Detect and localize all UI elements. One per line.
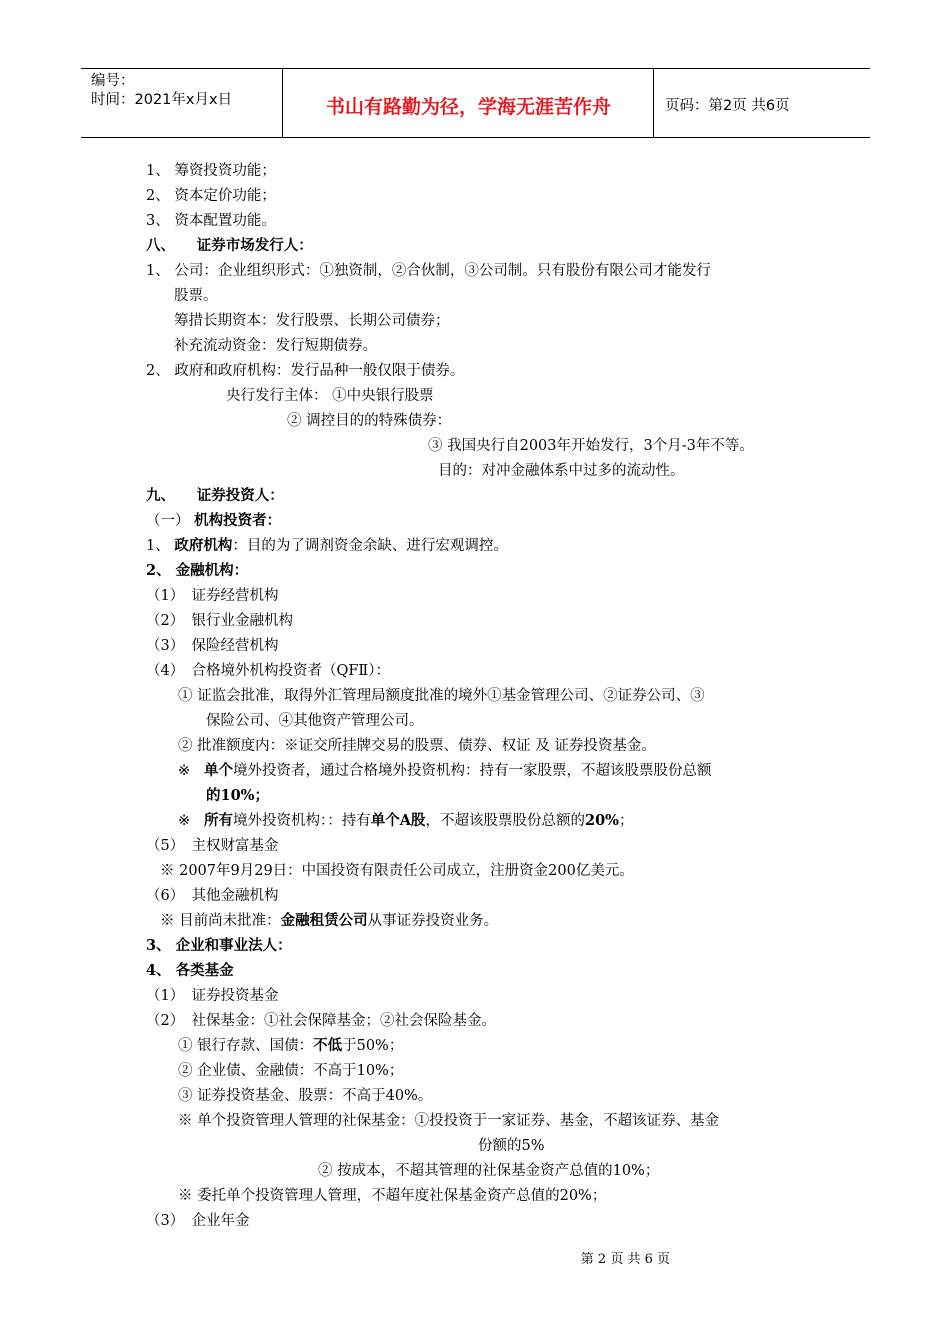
item-text: ① 银行存款、国债： [178, 1038, 314, 1054]
line-22: ① 证监会批准，取得外汇管理局额度批准的境外①基金管理公司、②证券公司、③ [178, 688, 705, 704]
item-number: 1、 [146, 538, 170, 554]
line-25 [178, 761, 711, 781]
line-31 [160, 911, 498, 931]
line-38: ③ 证券投资基金、股票：不高于40%。 [178, 1088, 433, 1104]
line-43: （3） 企业年金 [146, 1213, 250, 1229]
line-5: 1、 公司：企业组织形式：①独资制，②合伙制，③公司制。只有股份有限公司才能发行 [146, 263, 711, 279]
line-13: 目的：对冲金融体系中过多的流动性。 [438, 463, 685, 479]
note-text: ； [618, 813, 634, 829]
bold-term: 金融租赁公司 [280, 912, 368, 929]
item-text: 于50%； [342, 1038, 404, 1054]
sub-number: （一） [146, 513, 190, 529]
item-text: ：目的为了调剂资金余缺、进行宏观调控。 [232, 538, 508, 554]
line-28: （5） 主权财富基金 [146, 838, 279, 854]
note-text: 从事证券投资业务。 [367, 913, 499, 929]
line-27 [178, 811, 633, 831]
note-text: 境外投资机构：：持有 [232, 813, 371, 829]
note-text: 境外投资者，通过合格境外投资机构：持有一家股票，不超该股票股份总额 [232, 763, 712, 779]
line-19: （2） 银行业金融机构 [146, 613, 293, 629]
note-text: ※ 目前尚未批准： [160, 913, 281, 929]
header-info-cell [81, 69, 283, 137]
note-mark: ※ [178, 813, 191, 829]
line-33: 4、 各类基金 [146, 962, 234, 979]
line-34: （1） 证券投资基金 [146, 988, 279, 1004]
page-footer: 第 2 页 共 6 页 [580, 1252, 670, 1267]
line-21: （4） 合格境外机构投资者（QFⅡ）： [146, 663, 391, 679]
section-heading-9: 九、 证券投资人： [146, 487, 284, 504]
line-18: （1） 证券经营机构 [146, 588, 279, 604]
line-40: 份额的5% [478, 1138, 545, 1154]
line-11: ② 调控目的的特殊债券： [287, 413, 452, 429]
sub-heading: 机构投资者： [194, 512, 282, 529]
line-42: ※ 委托单个投资管理人管理，不超年度社保基金资产总值的20%； [178, 1188, 607, 1204]
line-26: 的10%； [206, 787, 269, 804]
line-1: 1、 筹资投资功能； [146, 163, 276, 179]
line-35: （2） 社保基金：①社会保障基金；②社会保险基金。 [146, 1013, 496, 1029]
page-header [81, 68, 870, 138]
bold-term: 20% [584, 812, 619, 829]
line-36 [178, 1036, 403, 1056]
number-label: 编号： [91, 73, 135, 89]
motto: 书山有路勤为径，学海无涯苦作舟 [284, 69, 654, 137]
bold-term: 单个 [203, 762, 233, 779]
line-20: （3） 保险经营机构 [146, 638, 279, 654]
line-12: ③ 我国央行自2003年开始发行，3个月-3年不等。 [428, 438, 754, 454]
line-3: 3、 资本配置功能。 [146, 213, 276, 229]
line-32: 3、 企业和事业法人： [146, 937, 292, 954]
line-2: 2、 资本定价功能； [146, 188, 276, 204]
line-30: （6） 其他金融机构 [146, 888, 279, 904]
bold-term: 不低 [313, 1037, 343, 1054]
bold-term: 所有 [203, 812, 233, 829]
line-29: ※ 2007年9月29日：中国投资有限责任公司成立，注册资金200亿美元。 [160, 863, 634, 879]
line-10: 央行发行主体： ①中央银行股票 [226, 388, 434, 404]
line-15 [146, 511, 281, 531]
line-6: 股票。 [174, 288, 218, 304]
line-8: 补充流动资金：发行短期债券。 [174, 338, 377, 354]
note-text: ，不超该股票股份总额的 [425, 813, 585, 829]
line-41: ② 按成本，不超其管理的社保基金资产总值的10%； [318, 1163, 660, 1179]
section-heading-8: 八、 证券市场发行人： [146, 237, 313, 254]
note-mark: ※ [178, 763, 191, 779]
line-37: ② 企业债、金融债：不高于10%； [178, 1063, 404, 1079]
date-label: 时间：2021年x月x日 [91, 92, 233, 108]
line-39: ※ 单个投资管理人管理的社保基金：①投投资于一家证券、基金，不超该证券、基金 [178, 1113, 720, 1129]
bold-term: 单个A股 [370, 812, 426, 829]
line-16 [146, 536, 508, 556]
line-9: 2、 政府和政府机构：发行品种一般仅限于债券。 [146, 363, 465, 379]
bold-term: 政府机构 [174, 537, 233, 554]
line-24: ② 批准额度内：※证交所挂牌交易的股票、债券、权证 及 证券投资基金。 [178, 738, 656, 754]
line-17: 2、 金融机构： [146, 562, 249, 579]
header-page-label: 页码：第2页 共6页 [665, 97, 790, 114]
line-23: 保险公司、④其他资产管理公司。 [206, 713, 424, 729]
line-7: 筹措长期资本：发行股票、长期公司债券； [174, 313, 450, 329]
